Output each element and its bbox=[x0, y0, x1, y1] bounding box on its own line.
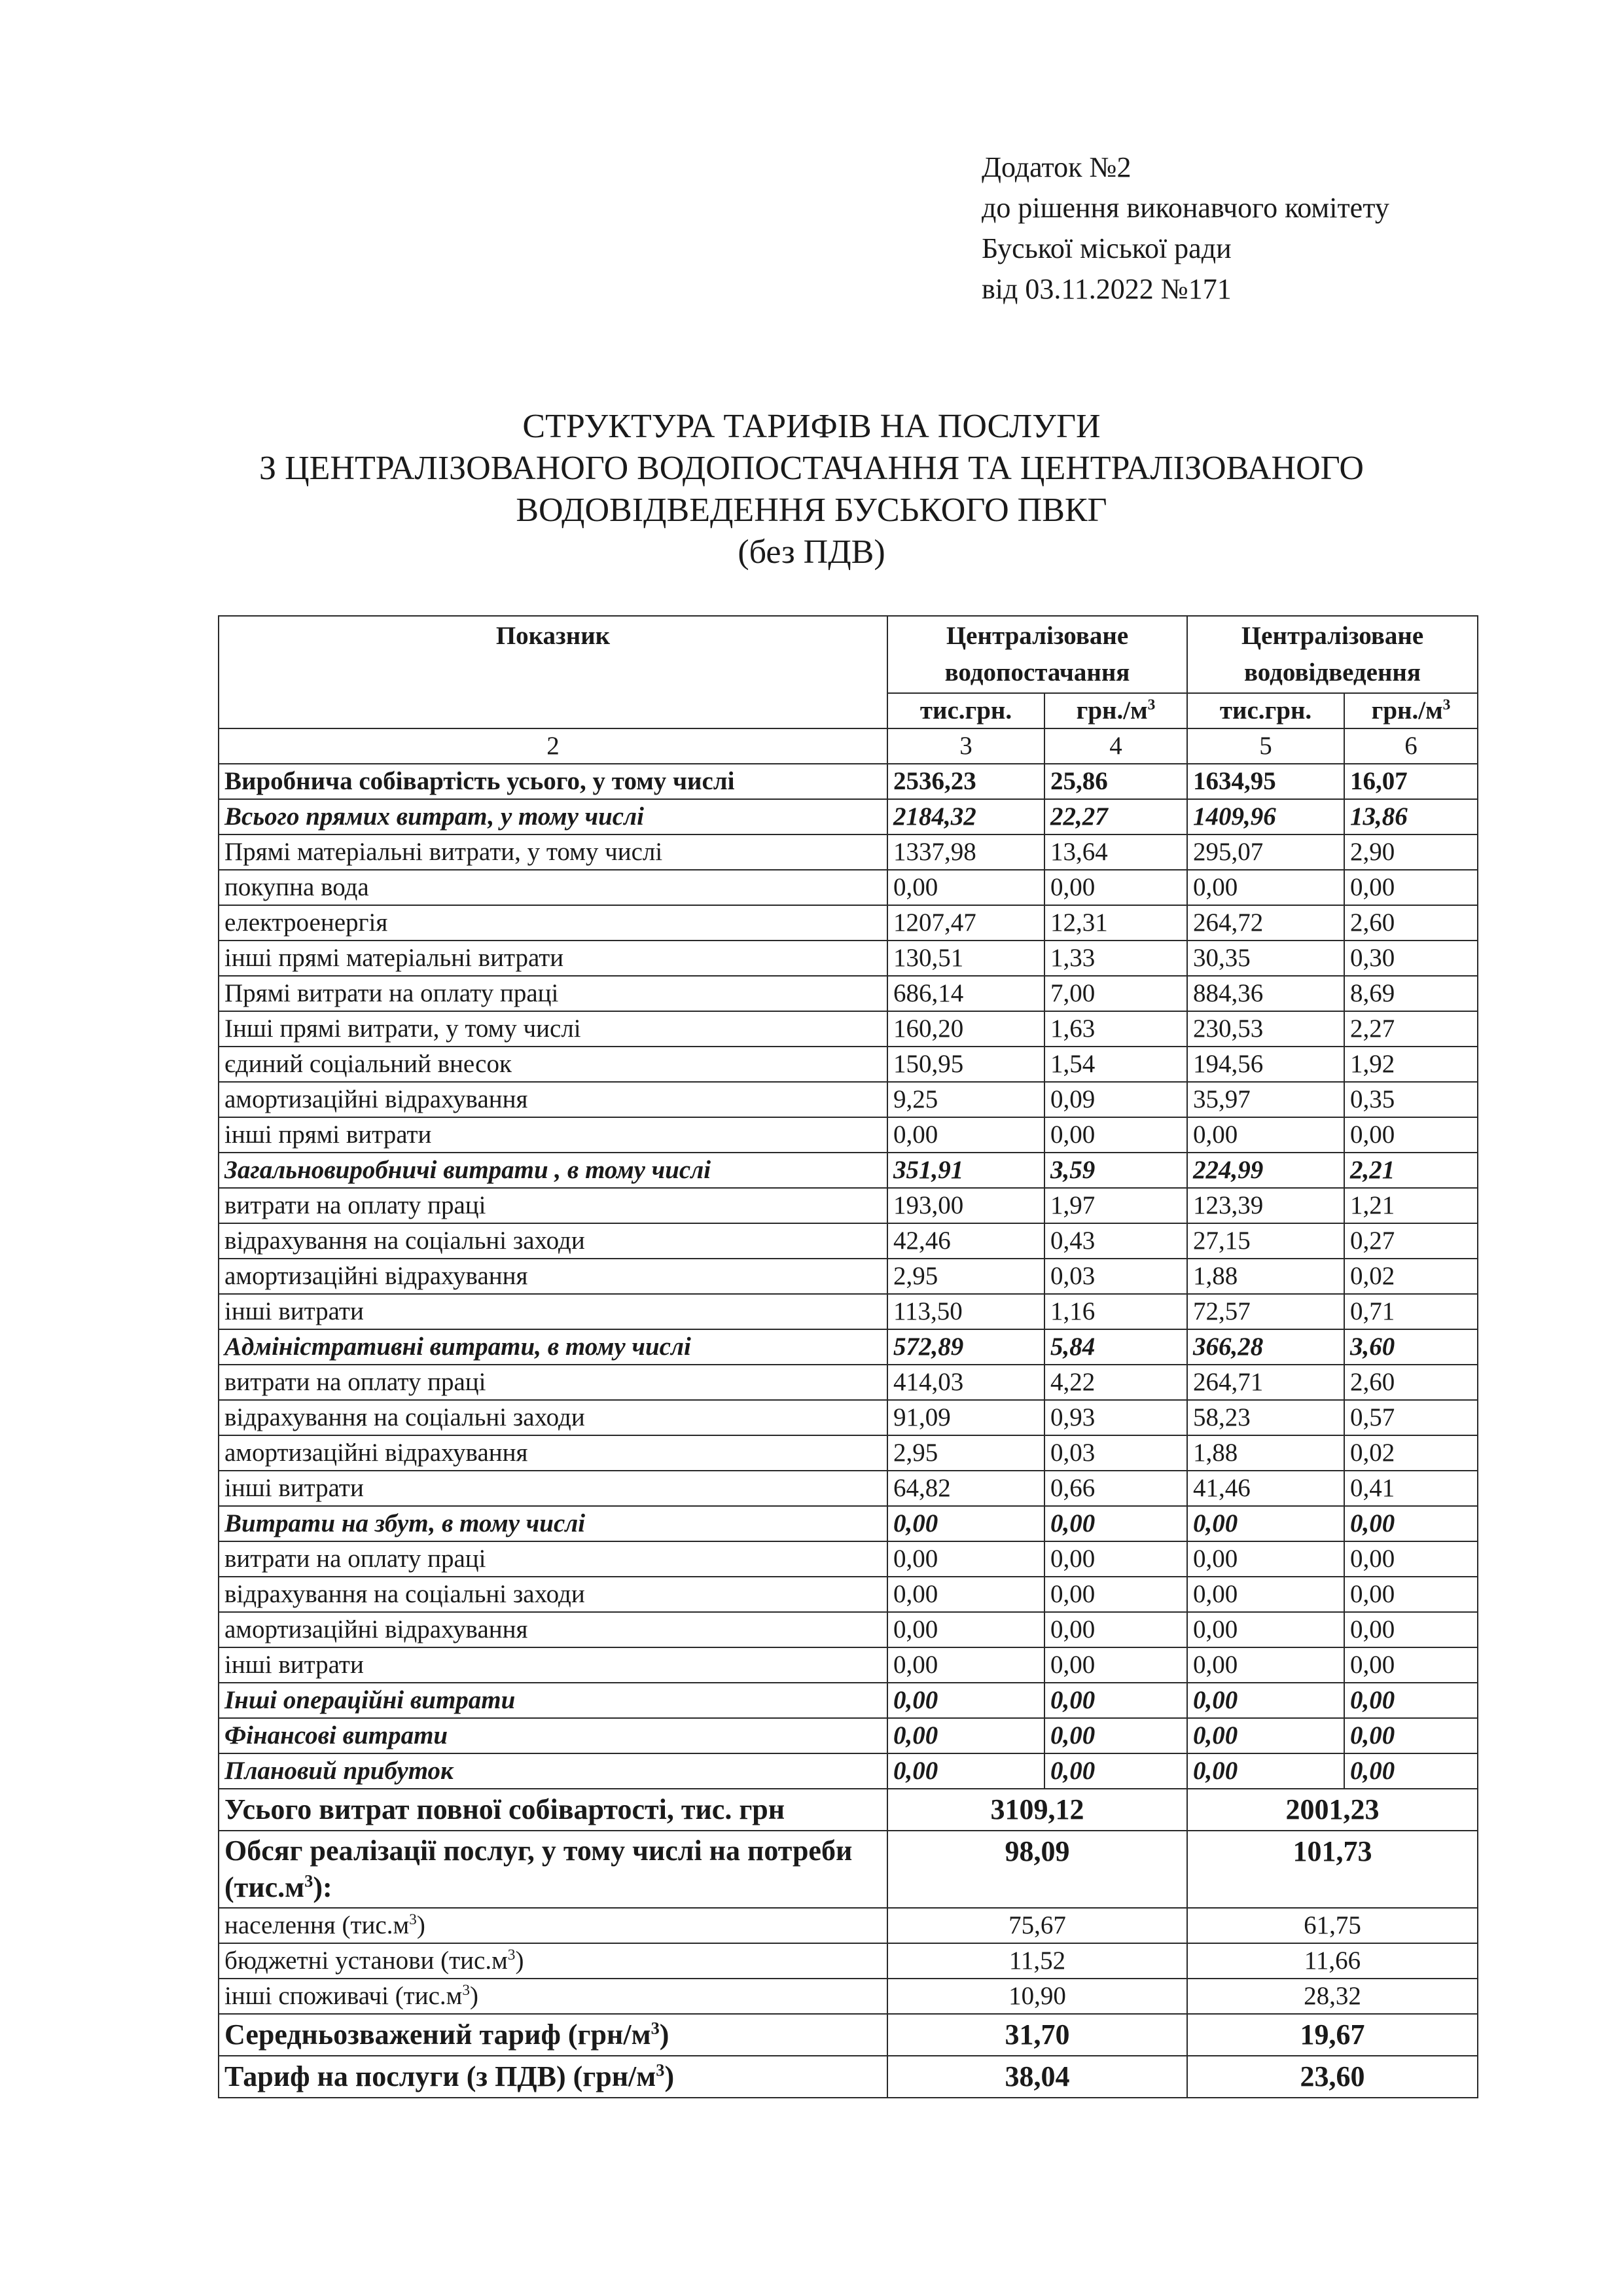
row-label: Інші операційні витрати bbox=[219, 1683, 887, 1718]
row-label: амортизаційні відрахування bbox=[219, 1259, 887, 1294]
drain-uah-per-m3-cell: 0,00 bbox=[1344, 1612, 1478, 1647]
water-uah-per-m3-cell: 3,59 bbox=[1044, 1153, 1187, 1188]
table-row bbox=[219, 1753, 1478, 1789]
drain-thousand-uah-cell: 0,00 bbox=[1187, 1683, 1344, 1718]
drain-uah-per-m3-cell: 0,71 bbox=[1344, 1294, 1478, 1329]
consumer-rows bbox=[219, 1908, 1478, 2014]
consumer-label-text: населення (тис.м bbox=[224, 1911, 410, 1939]
water-thousand-uah-cell: 572,89 bbox=[887, 1329, 1044, 1365]
table-row bbox=[219, 1506, 1478, 1541]
water-uah-per-m3-cell: 0,00 bbox=[1044, 1506, 1187, 1541]
water-uah-per-m3-cell: 12,31 bbox=[1044, 905, 1187, 941]
water-thousand-uah-cell: 0,00 bbox=[887, 1647, 1044, 1683]
drain-thousand-uah-cell: 1,88 bbox=[1187, 1259, 1344, 1294]
row-label: електроенергія bbox=[219, 905, 887, 941]
total-full-cost-drain: 2001,23 bbox=[1187, 1789, 1478, 1831]
table-row bbox=[219, 1294, 1478, 1329]
drain-uah-per-m3-cell: 0,35 bbox=[1344, 1082, 1478, 1117]
drain-thousand-uah-cell: 0,00 bbox=[1187, 1718, 1344, 1753]
water-uah-per-m3-cell: 0,00 bbox=[1044, 870, 1187, 905]
title-line-4: (без ПДВ) bbox=[738, 533, 885, 571]
table-header-row bbox=[219, 616, 1478, 693]
water-uah-per-m3-cell: 0,09 bbox=[1044, 1082, 1187, 1117]
drain-thousand-uah-cell: 224,99 bbox=[1187, 1153, 1344, 1188]
water-thousand-uah-cell: 64,82 bbox=[887, 1471, 1044, 1506]
drain-thousand-uah-cell: 58,23 bbox=[1187, 1400, 1344, 1435]
water-thousand-uah-cell: 2536,23 bbox=[887, 764, 1044, 799]
water-thousand-uah-cell: 414,03 bbox=[887, 1365, 1044, 1400]
drain-uah-per-m3-cell: 0,57 bbox=[1344, 1400, 1478, 1435]
consumer-row bbox=[219, 1908, 1478, 1943]
table-row bbox=[219, 1011, 1478, 1047]
drain-thousand-uah-cell: 35,97 bbox=[1187, 1082, 1344, 1117]
drain-uah-per-m3-cell: 0,00 bbox=[1344, 870, 1478, 905]
water-uah-per-m3-cell: 13,64 bbox=[1044, 834, 1187, 870]
tariff-vat-label bbox=[219, 2056, 887, 2098]
consumer-label-end: ) bbox=[416, 1911, 425, 1939]
column-number: 6 bbox=[1344, 728, 1478, 764]
row-label: амортизаційні відрахування bbox=[219, 1612, 887, 1647]
drain-uah-per-m3-cell: 8,69 bbox=[1344, 976, 1478, 1011]
tariff-vat-drain: 23,60 bbox=[1187, 2056, 1478, 2098]
water-thousand-uah-cell: 0,00 bbox=[887, 1753, 1044, 1789]
row-label: витрати на оплату праці bbox=[219, 1365, 887, 1400]
table-row bbox=[219, 1082, 1478, 1117]
unit-drain-uah-per-m3 bbox=[1344, 693, 1478, 728]
drain-thousand-uah-cell: 0,00 bbox=[1187, 1647, 1344, 1683]
drain-thousand-uah-cell: 0,00 bbox=[1187, 1117, 1344, 1153]
water-thousand-uah-cell: 1207,47 bbox=[887, 905, 1044, 941]
avg-tariff-water: 31,70 bbox=[887, 2014, 1187, 2056]
avg-tariff-label bbox=[219, 2014, 887, 2056]
water-uah-per-m3-cell: 0,03 bbox=[1044, 1259, 1187, 1294]
water-uah-per-m3-cell: 0,93 bbox=[1044, 1400, 1187, 1435]
water-uah-per-m3-cell: 0,43 bbox=[1044, 1223, 1187, 1259]
total-full-cost-row bbox=[219, 1789, 1478, 1831]
water-thousand-uah-cell: 0,00 bbox=[887, 870, 1044, 905]
column-number: 4 bbox=[1044, 728, 1187, 764]
table-row bbox=[219, 1365, 1478, 1400]
drain-thousand-uah-cell: 366,28 bbox=[1187, 1329, 1344, 1365]
water-uah-per-m3-cell: 0,00 bbox=[1044, 1647, 1187, 1683]
consumer-label-sup: 3 bbox=[507, 1946, 516, 1964]
row-label: амортизаційні відрахування bbox=[219, 1435, 887, 1471]
consumer-drain: 28,32 bbox=[1187, 1979, 1478, 2014]
water-uah-per-m3-cell: 0,00 bbox=[1044, 1683, 1187, 1718]
volume-label-sup: 3 bbox=[304, 1871, 313, 1891]
water-thousand-uah-cell: 351,91 bbox=[887, 1153, 1044, 1188]
title-line-3: ВОДОВІДВЕДЕННЯ БУСЬКОГО ПВКГ bbox=[516, 492, 1107, 529]
water-thousand-uah-cell: 130,51 bbox=[887, 941, 1044, 976]
consumer-row bbox=[219, 1943, 1478, 1979]
water-thousand-uah-cell: 193,00 bbox=[887, 1188, 1044, 1223]
drain-uah-per-m3-cell: 0,00 bbox=[1344, 1506, 1478, 1541]
header-indicator: Показник bbox=[219, 616, 887, 728]
water-uah-per-m3-cell: 0,00 bbox=[1044, 1117, 1187, 1153]
unit-water-thousand-uah: тис.грн. bbox=[887, 693, 1044, 728]
row-label: Адміністративні витрати, в тому числі bbox=[219, 1329, 887, 1365]
drain-uah-per-m3-cell: 0,00 bbox=[1344, 1541, 1478, 1577]
row-label: інші прямі витрати bbox=[219, 1117, 887, 1153]
column-number: 3 bbox=[887, 728, 1044, 764]
volume-row bbox=[219, 1831, 1478, 1908]
consumer-label-sup: 3 bbox=[409, 1911, 417, 1928]
water-thousand-uah-cell: 0,00 bbox=[887, 1718, 1044, 1753]
water-uah-per-m3-cell: 25,86 bbox=[1044, 764, 1187, 799]
table-row bbox=[219, 1117, 1478, 1153]
water-thousand-uah-cell: 2,95 bbox=[887, 1435, 1044, 1471]
consumer-row bbox=[219, 1979, 1478, 2014]
water-thousand-uah-cell: 9,25 bbox=[887, 1082, 1044, 1117]
drain-thousand-uah-cell: 123,39 bbox=[1187, 1188, 1344, 1223]
drain-thousand-uah-cell: 194,56 bbox=[1187, 1047, 1344, 1082]
unit-drain-thousand-uah: тис.грн. bbox=[1187, 693, 1344, 728]
drain-uah-per-m3-cell: 13,86 bbox=[1344, 799, 1478, 834]
unit-superscript: 3 bbox=[1442, 696, 1451, 713]
row-label: відрахування на соціальні заходи bbox=[219, 1400, 887, 1435]
drain-thousand-uah-cell: 0,00 bbox=[1187, 1753, 1344, 1789]
table-row bbox=[219, 1471, 1478, 1506]
drain-thousand-uah-cell: 1409,96 bbox=[1187, 799, 1344, 834]
avg-tariff-row bbox=[219, 2014, 1478, 2056]
table-row bbox=[219, 941, 1478, 976]
consumer-label-text: бюджетні установи (тис.м bbox=[224, 1946, 508, 1975]
drain-uah-per-m3-cell: 1,92 bbox=[1344, 1047, 1478, 1082]
column-number: 5 bbox=[1187, 728, 1344, 764]
table-row bbox=[219, 764, 1478, 799]
water-uah-per-m3-cell: 0,00 bbox=[1044, 1577, 1187, 1612]
row-label: відрахування на соціальні заходи bbox=[219, 1223, 887, 1259]
water-uah-per-m3-cell: 0,66 bbox=[1044, 1471, 1187, 1506]
total-full-cost-water: 3109,12 bbox=[887, 1789, 1187, 1831]
table-row bbox=[219, 1612, 1478, 1647]
drain-uah-per-m3-cell: 0,00 bbox=[1344, 1753, 1478, 1789]
table-row bbox=[219, 1259, 1478, 1294]
row-label: інші витрати bbox=[219, 1471, 887, 1506]
row-label: інші витрати bbox=[219, 1647, 887, 1683]
drain-uah-per-m3-cell: 3,60 bbox=[1344, 1329, 1478, 1365]
water-uah-per-m3-cell: 1,97 bbox=[1044, 1188, 1187, 1223]
row-label: покупна вода bbox=[219, 870, 887, 905]
row-label: Прямі матеріальні витрати, у тому числі bbox=[219, 834, 887, 870]
unit-text: грн./м bbox=[1371, 696, 1443, 725]
tariff-vat-label-sup: 3 bbox=[656, 2060, 665, 2080]
table-row bbox=[219, 1223, 1478, 1259]
table-row bbox=[219, 1329, 1478, 1365]
water-thousand-uah-cell: 160,20 bbox=[887, 1011, 1044, 1047]
row-label: Інші прямі витрати, у тому числі bbox=[219, 1011, 887, 1047]
consumer-label-end: ) bbox=[515, 1946, 524, 1975]
consumer-drain: 11,66 bbox=[1187, 1943, 1478, 1979]
row-label: Виробнича собівартість усього, у тому числі bbox=[219, 764, 887, 799]
table-row bbox=[219, 1541, 1478, 1577]
water-uah-per-m3-cell: 4,22 bbox=[1044, 1365, 1187, 1400]
water-thousand-uah-cell: 2,95 bbox=[887, 1259, 1044, 1294]
avg-tariff-label-sup: 3 bbox=[651, 2018, 660, 2038]
addendum-line-1: Додаток №2 bbox=[982, 151, 1132, 183]
addendum-line-3: Буської міської ради bbox=[982, 232, 1232, 264]
tariff-vat-label-end: ) bbox=[664, 2060, 675, 2092]
drain-thousand-uah-cell: 41,46 bbox=[1187, 1471, 1344, 1506]
drain-thousand-uah-cell: 264,71 bbox=[1187, 1365, 1344, 1400]
row-label: інші витрати bbox=[219, 1294, 887, 1329]
drain-thousand-uah-cell: 884,36 bbox=[1187, 976, 1344, 1011]
addendum-line-2: до рішення виконавчого комітету bbox=[982, 192, 1389, 224]
drain-uah-per-m3-cell: 0,30 bbox=[1344, 941, 1478, 976]
avg-tariff-label-text: Середньозважений тариф (грн/м bbox=[224, 2018, 651, 2051]
volume-water: 98,09 bbox=[887, 1831, 1187, 1908]
drain-uah-per-m3-cell: 0,00 bbox=[1344, 1683, 1478, 1718]
drain-thousand-uah-cell: 27,15 bbox=[1187, 1223, 1344, 1259]
row-label: Витрати на збут, в тому числі bbox=[219, 1506, 887, 1541]
water-thousand-uah-cell: 0,00 bbox=[887, 1612, 1044, 1647]
drain-uah-per-m3-cell: 2,90 bbox=[1344, 834, 1478, 870]
column-numbers-row bbox=[219, 728, 1478, 764]
row-label: відрахування на соціальні заходи bbox=[219, 1577, 887, 1612]
drain-uah-per-m3-cell: 0,00 bbox=[1344, 1647, 1478, 1683]
row-label: Загальновиробничі витрати , в тому числі bbox=[219, 1153, 887, 1188]
water-thousand-uah-cell: 0,00 bbox=[887, 1683, 1044, 1718]
drain-uah-per-m3-cell: 2,60 bbox=[1344, 1365, 1478, 1400]
unit-water-uah-per-m3 bbox=[1044, 693, 1187, 728]
water-uah-per-m3-cell: 1,16 bbox=[1044, 1294, 1187, 1329]
water-thousand-uah-cell: 0,00 bbox=[887, 1506, 1044, 1541]
water-uah-per-m3-cell: 5,84 bbox=[1044, 1329, 1187, 1365]
row-label: Фінансові витрати bbox=[219, 1718, 887, 1753]
unit-superscript: 3 bbox=[1147, 696, 1156, 713]
water-uah-per-m3-cell: 0,03 bbox=[1044, 1435, 1187, 1471]
drain-uah-per-m3-cell: 2,27 bbox=[1344, 1011, 1478, 1047]
water-thousand-uah-cell: 150,95 bbox=[887, 1047, 1044, 1082]
water-thousand-uah-cell: 42,46 bbox=[887, 1223, 1044, 1259]
document-title bbox=[0, 406, 1623, 573]
row-label: амортизаційні відрахування bbox=[219, 1082, 887, 1117]
tariff-vat-row bbox=[219, 2056, 1478, 2098]
table-row bbox=[219, 1577, 1478, 1612]
drain-thousand-uah-cell: 72,57 bbox=[1187, 1294, 1344, 1329]
water-thousand-uah-cell: 91,09 bbox=[887, 1400, 1044, 1435]
drain-uah-per-m3-cell: 0,00 bbox=[1344, 1577, 1478, 1612]
drain-thousand-uah-cell: 1,88 bbox=[1187, 1435, 1344, 1471]
drain-uah-per-m3-cell: 0,00 bbox=[1344, 1117, 1478, 1153]
avg-tariff-label-end: ) bbox=[659, 2018, 669, 2051]
drain-uah-per-m3-cell: 1,21 bbox=[1344, 1188, 1478, 1223]
table-row bbox=[219, 1435, 1478, 1471]
table-row bbox=[219, 799, 1478, 834]
unit-text: грн./м bbox=[1076, 696, 1148, 725]
drain-thousand-uah-cell: 30,35 bbox=[1187, 941, 1344, 976]
tariff-vat-label-text: Тариф на послуги (з ПДВ) (грн/м bbox=[224, 2060, 656, 2092]
table-row bbox=[219, 1647, 1478, 1683]
row-label: Прямі витрати на оплату праці bbox=[219, 976, 887, 1011]
row-label: витрати на оплату праці bbox=[219, 1541, 887, 1577]
row-label: витрати на оплату праці bbox=[219, 1188, 887, 1223]
water-thousand-uah-cell: 113,50 bbox=[887, 1294, 1044, 1329]
water-uah-per-m3-cell: 1,33 bbox=[1044, 941, 1187, 976]
table-row bbox=[219, 834, 1478, 870]
row-label: Плановий прибуток bbox=[219, 1753, 887, 1789]
volume-label bbox=[219, 1831, 887, 1908]
avg-tariff-drain: 19,67 bbox=[1187, 2014, 1478, 2056]
consumer-water: 75,67 bbox=[887, 1908, 1187, 1943]
title-line-1: СТРУКТУРА ТАРИФІВ НА ПОСЛУГИ bbox=[522, 408, 1101, 445]
drain-thousand-uah-cell: 1634,95 bbox=[1187, 764, 1344, 799]
title-line-2: З ЦЕНТРАЛІЗОВАНОГО ВОДОПОСТАЧАННЯ ТА ЦЕНТРАЛІЗОВАНОГО bbox=[259, 450, 1364, 487]
water-uah-per-m3-cell: 0,00 bbox=[1044, 1612, 1187, 1647]
volume-label-text: Обсяг реалізації послуг, у тому числі на потреби (тис.м bbox=[224, 1835, 853, 1903]
water-thousand-uah-cell: 0,00 bbox=[887, 1577, 1044, 1612]
drain-thousand-uah-cell: 0,00 bbox=[1187, 1541, 1344, 1577]
consumer-label bbox=[219, 1943, 887, 1979]
consumer-label bbox=[219, 1908, 887, 1943]
water-uah-per-m3-cell: 0,00 bbox=[1044, 1541, 1187, 1577]
drain-thousand-uah-cell: 0,00 bbox=[1187, 1506, 1344, 1541]
addendum-block bbox=[982, 147, 1389, 310]
tariff-vat-water: 38,04 bbox=[887, 2056, 1187, 2098]
addendum-line-4: від 03.11.2022 №171 bbox=[982, 273, 1232, 305]
table-row bbox=[219, 1718, 1478, 1753]
drain-uah-per-m3-cell: 0,41 bbox=[1344, 1471, 1478, 1506]
drain-thousand-uah-cell: 295,07 bbox=[1187, 834, 1344, 870]
water-uah-per-m3-cell: 1,63 bbox=[1044, 1011, 1187, 1047]
consumer-water: 10,90 bbox=[887, 1979, 1187, 2014]
water-thousand-uah-cell: 686,14 bbox=[887, 976, 1044, 1011]
drain-uah-per-m3-cell: 0,27 bbox=[1344, 1223, 1478, 1259]
tariff-structure-table bbox=[218, 615, 1478, 2098]
water-thousand-uah-cell: 2184,32 bbox=[887, 799, 1044, 834]
column-number: 2 bbox=[219, 728, 887, 764]
water-thousand-uah-cell: 1337,98 bbox=[887, 834, 1044, 870]
drain-thousand-uah-cell: 0,00 bbox=[1187, 1577, 1344, 1612]
consumer-label-end: ) bbox=[470, 1982, 479, 2010]
row-label: інші прямі матеріальні витрати bbox=[219, 941, 887, 976]
total-full-cost-label: Усього витрат повної собівартості, тис. грн bbox=[219, 1789, 887, 1831]
drain-thousand-uah-cell: 0,00 bbox=[1187, 870, 1344, 905]
drain-thousand-uah-cell: 230,53 bbox=[1187, 1011, 1344, 1047]
table-row bbox=[219, 1683, 1478, 1718]
drain-thousand-uah-cell: 264,72 bbox=[1187, 905, 1344, 941]
drain-uah-per-m3-cell: 0,02 bbox=[1344, 1259, 1478, 1294]
water-thousand-uah-cell: 0,00 bbox=[887, 1541, 1044, 1577]
volume-label-end: ): bbox=[313, 1871, 332, 1903]
drain-thousand-uah-cell: 0,00 bbox=[1187, 1612, 1344, 1647]
cost-rows bbox=[219, 764, 1478, 1789]
drain-uah-per-m3-cell: 2,60 bbox=[1344, 905, 1478, 941]
table-row bbox=[219, 1047, 1478, 1082]
row-label: єдиний соціальний внесок bbox=[219, 1047, 887, 1082]
table-row bbox=[219, 870, 1478, 905]
consumer-label-text: інші споживачі (тис.м bbox=[224, 1982, 463, 2010]
table-row bbox=[219, 1188, 1478, 1223]
header-water-supply: Централізоване водопостачання bbox=[887, 616, 1187, 693]
water-uah-per-m3-cell: 0,00 bbox=[1044, 1753, 1187, 1789]
consumer-label-sup: 3 bbox=[462, 1982, 471, 1999]
water-uah-per-m3-cell: 7,00 bbox=[1044, 976, 1187, 1011]
drain-uah-per-m3-cell: 0,02 bbox=[1344, 1435, 1478, 1471]
drain-uah-per-m3-cell: 16,07 bbox=[1344, 764, 1478, 799]
consumer-label bbox=[219, 1979, 887, 2014]
water-thousand-uah-cell: 0,00 bbox=[887, 1117, 1044, 1153]
consumer-drain: 61,75 bbox=[1187, 1908, 1478, 1943]
header-drainage: Централізоване водовідведення bbox=[1187, 616, 1478, 693]
water-uah-per-m3-cell: 0,00 bbox=[1044, 1718, 1187, 1753]
row-label: Всього прямих витрат, у тому числі bbox=[219, 799, 887, 834]
water-uah-per-m3-cell: 22,27 bbox=[1044, 799, 1187, 834]
drain-uah-per-m3-cell: 0,00 bbox=[1344, 1718, 1478, 1753]
table-row bbox=[219, 976, 1478, 1011]
table-row bbox=[219, 1153, 1478, 1188]
consumer-water: 11,52 bbox=[887, 1943, 1187, 1979]
table-row bbox=[219, 1400, 1478, 1435]
volume-drain: 101,73 bbox=[1187, 1831, 1478, 1908]
water-uah-per-m3-cell: 1,54 bbox=[1044, 1047, 1187, 1082]
drain-uah-per-m3-cell: 2,21 bbox=[1344, 1153, 1478, 1188]
table-row bbox=[219, 905, 1478, 941]
